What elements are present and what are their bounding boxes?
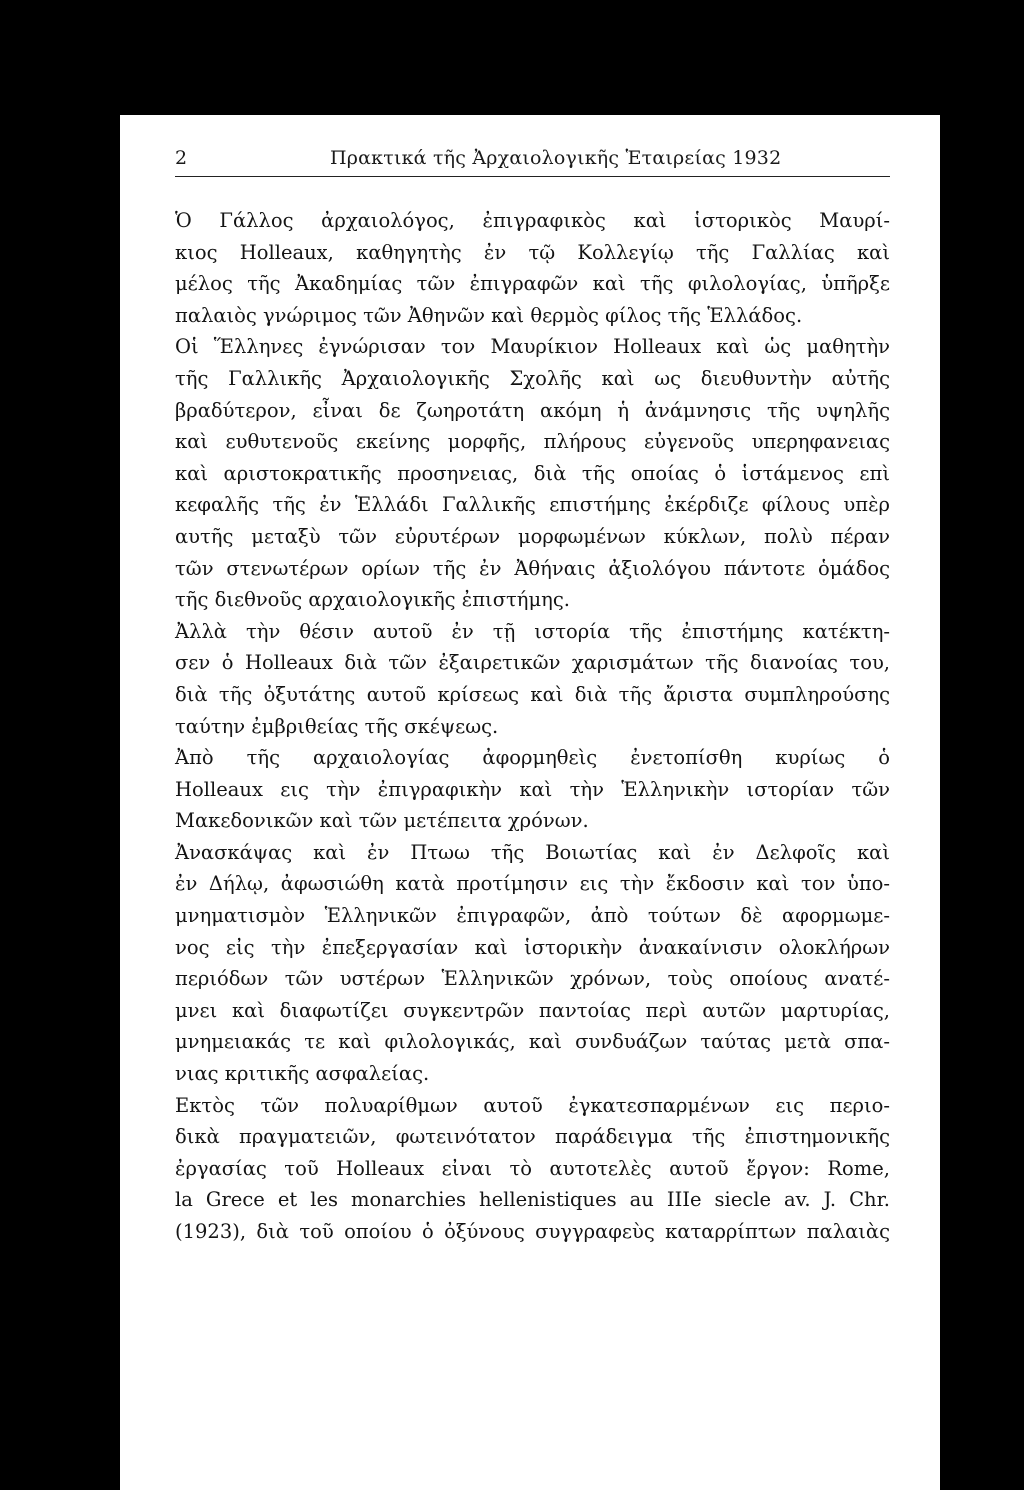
text-line: βραδύτερον, εἶναι δε ζωηροτάτη ακόμη ἡ ἀνάμνησις τῆς υψηλῆς xyxy=(175,398,890,422)
text-line: δικὰ πραγματειῶν, φωτεινότατον παράδειγμα τῆς ἐπιστημονικῆς xyxy=(175,1125,890,1149)
text-line: Ἀλλὰ τὴν θέσιν αυτοῦ ἐν τῇ ιστορία τῆς ἐπιστήμης κατέκτη- xyxy=(175,619,890,643)
text-line: Ἀνασκάψας καὶ ἐν Πτωω τῆς Βοιωτίας καὶ ἐν Δελφοῖς καὶ xyxy=(175,840,890,864)
text-line: Ἀπὸ τῆς αρχαιολογίας ἀφορμηθεὶς ἐνετοπίσθη κυρίως ὁ xyxy=(175,746,890,770)
text-line: παλαιὸς γνώριμος τῶν Ἀθηνῶν καὶ θερμὸς φίλος τῆς Ἑλλάδος. xyxy=(175,303,803,327)
text-line: τῆς διεθνοῦς αρχαιολογικῆς ἐπιστήμης. xyxy=(175,588,570,612)
text-line: (1923), διὰ τοῦ οποίου ὁ ὀξύνους συγγραφεὺς καταρρίπτων παλαιὰς xyxy=(175,1220,890,1243)
text-line: καὶ αριστοκρατικῆς προσηνειας, διὰ τῆς οποίας ὁ ἱστάμενος επὶ xyxy=(175,461,890,485)
text-line: μέλος τῆς Ἀκαδημίας τῶν ἐπιγραφῶν καὶ τῆς φιλολογίας, ὑπῆρξε xyxy=(175,272,890,296)
text-line: ἐργασίας τοῦ Holleaux εἰναι τὸ αυτοτελὲς αυτοῦ ἔργον: Rome, xyxy=(175,1156,890,1180)
text-line: καὶ ευθυτενοῦς εκείνης μορφῆς, πλήρους εὐγενοῦς υπερηφανειας xyxy=(175,430,890,454)
text-line: αυτῆς μεταξὺ τῶν εὐρυτέρων μορφωμένων κύκλων, πολὺ πέραν xyxy=(175,524,890,548)
page-number: 2 xyxy=(175,147,188,169)
text-line: μνηματισμὸν Ἑλληνικῶν ἐπιγραφῶν, ἀπὸ τούτων δὲ αφορμωμε- xyxy=(175,904,890,928)
header-rule xyxy=(175,176,890,177)
text-line: Μακεδονικῶν καὶ τῶν μετέπειτα χρόνων. xyxy=(175,809,589,833)
page-header xyxy=(175,147,890,177)
text-line: Ὁ Γάλλος ἀρχαιολόγος, ἐπιγραφικὸς καὶ ἱστορικὸς Μαυρί- xyxy=(175,209,890,232)
text-line: la Grece et les monarchies hellenistiques au IIIe siecle av. J. Chr. xyxy=(175,1188,890,1212)
text-line: ἐν Δήλῳ, ἀφωσιώθη κατὰ προτίμησιν εις τὴν ἔκδοσιν καὶ τον ὑπο- xyxy=(175,872,890,896)
text-line: Εκτὸς τῶν πολυαρίθμων αυτοῦ ἐγκατεσπαρμένων εις περιο- xyxy=(175,1093,890,1117)
text-line: περιόδων τῶν υστέρων Ἑλληνικῶν χρόνων, τοὺς οποίους ανατέ- xyxy=(175,967,890,991)
text-line: Holleaux εις τὴν ἐπιγραφικὴν καὶ τὴν Ἑλληνικὴν ιστορίαν τῶν xyxy=(175,777,890,801)
running-title: Πρακτικά τῆς Ἀρχαιολογικῆς Ἑταιρείας 1932 xyxy=(330,147,782,169)
text-line: νος εἰς τὴν ἐπεξεργασίαν καὶ ἱστορικὴν ἀνακαίνισιν ολοκλήρων xyxy=(175,935,890,959)
text-line: τῆς Γαλλικῆς Ἀρχαιολογικῆς Σχολῆς καὶ ως διευθυντὴν αὐτῆς xyxy=(175,366,890,390)
text-line: κιος Holleaux, καθηγητὴς ἐν τῷ Κολλεγίῳ τῆς Γαλλίας καὶ xyxy=(175,240,890,264)
text-line: διὰ τῆς ὀξυτάτης αυτοῦ κρίσεως καὶ διὰ τῆς ἄριστα συμπληρούσης xyxy=(175,682,890,706)
text-line: τῶν στενωτέρων ορίων τῆς ἐν Ἀθήναις ἀξιολόγου πάντοτε ὁμάδος xyxy=(175,556,890,580)
text-line: σεν ὁ Holleaux διὰ τῶν ἐξαιρετικῶν χαρισμάτων τῆς διανοίας του, xyxy=(175,651,890,675)
text-line: Οἱ Ἕλληνες ἐγνώρισαν τον Μαυρίκιον Holleaux καὶ ὡς μαθητὴν xyxy=(175,335,890,359)
text-line: κεφαλῆς τῆς ἐν Ἑλλάδι Γαλλικῆς επιστήμης ἐκέρδιζε φίλους υπὲρ xyxy=(175,493,890,517)
text-line: μνει καὶ διαφωτίζει συγκεντρῶν παντοίας περὶ αυτῶν μαρτυρίας, xyxy=(175,998,890,1022)
text-line: μνημειακάς τε καὶ φιλολογικάς, καὶ συνδυάζων ταύτας μετὰ σπα- xyxy=(175,1030,890,1054)
text-line: νιας κριτικῆς ασφαλείας. xyxy=(175,1062,430,1086)
text-line: ταύτην ἐμβριθείας τῆς σκέψεως. xyxy=(175,714,499,738)
body-text xyxy=(175,205,890,1248)
